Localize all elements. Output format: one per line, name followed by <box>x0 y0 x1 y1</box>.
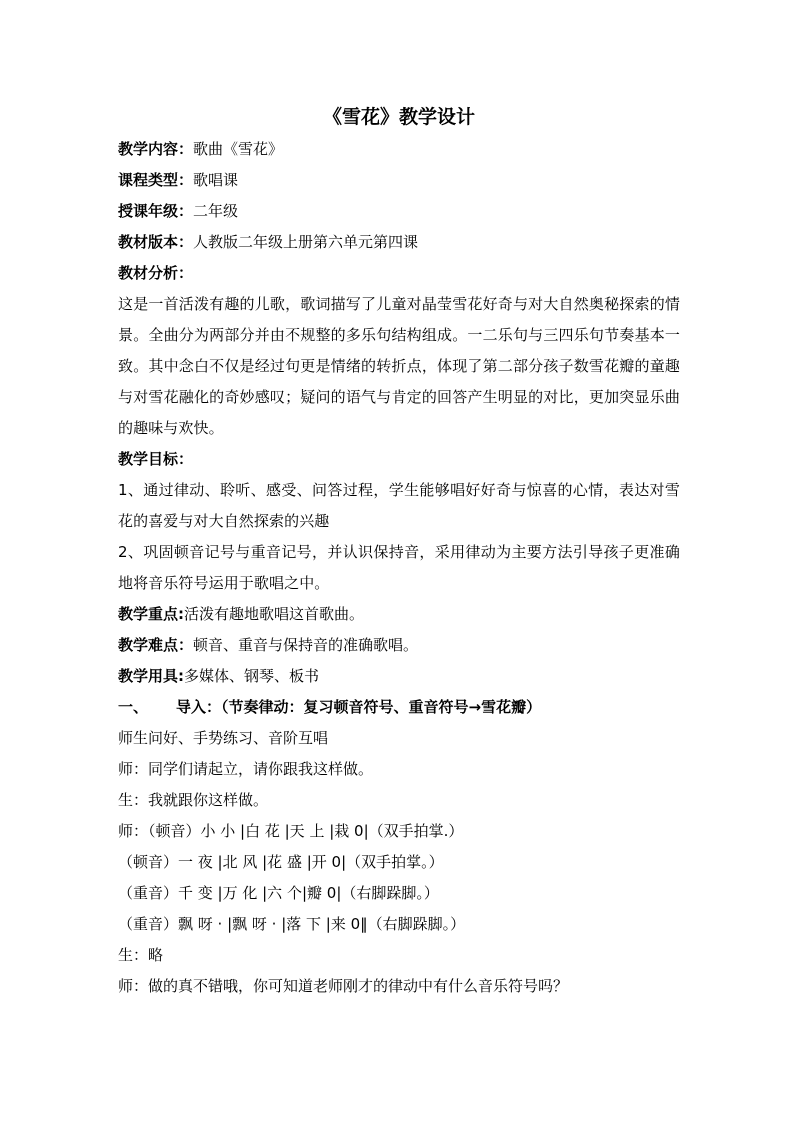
key-point <box>118 599 680 630</box>
key-point-label: 教学重点: <box>118 605 184 623</box>
lesson-line: 师生问好、手势练习、音阶互唱 <box>118 729 329 747</box>
difficulty-label: 教学难点： <box>118 636 194 654</box>
analysis-heading <box>118 258 680 289</box>
info-label: 教学内容： <box>118 140 194 158</box>
analysis-paragraph: 这是一首活泼有趣的儿歌，歌词描写了儿童对晶莹雪花好奇与对大自然奥秘探索的情景。全曲分为两部分并由不规整的多乐句结构组成。一二乐句与三四乐句节奏基本一致。其中念白不仅是经过句更是情绪的转折点，体现了第二部分孩子数雪花瓣的童趣与对雪花融化的奇妙感叹；疑问的语气与肯定的回答产生明显的对比，更加突显乐曲的趣味与欢快。 <box>118 295 680 437</box>
info-content <box>118 134 680 165</box>
info-label: 课程类型： <box>118 171 194 189</box>
goal-item: 2、巩固顿音记号与重音记号，并认识保持音，采用律动为主要方法引导孩子更准确地将音乐符号运用于歌唱之中。 <box>118 543 680 592</box>
goals-heading <box>118 444 680 475</box>
lesson-line: 生：略 <box>118 946 164 964</box>
key-point-value: 活泼有趣地歌唱这首歌曲。 <box>184 605 365 623</box>
info-value: 歌唱课 <box>193 171 239 189</box>
tools-label: 教学用具: <box>118 667 184 685</box>
info-edition <box>118 227 680 258</box>
section-number: 一、 <box>118 698 149 716</box>
info-value: 二年级 <box>193 202 239 220</box>
lesson-line: 师：同学们请起立，请你跟我这样做。 <box>118 760 374 778</box>
difficulty-value: 顿音、重音与保持音的准确歌唱。 <box>193 636 419 654</box>
analysis-label: 教材分析： <box>118 264 194 282</box>
info-value: 歌曲《雪花》 <box>193 140 284 158</box>
info-label: 授课年级： <box>118 202 194 220</box>
tools-value: 多媒体、钢琴、板书 <box>184 667 320 685</box>
lesson-line: 生：我就跟你这样做。 <box>118 791 269 809</box>
info-grade <box>118 196 680 227</box>
lesson-line: （重音）飘 呀 · |飘 呀 · |落 下 |来 0‖（右脚跺脚。） <box>118 915 466 933</box>
tools <box>118 661 680 692</box>
lesson-line: 师：（顿音）小 小 |白 花 |天 上 |栽 0|（双手拍掌.） <box>118 822 464 840</box>
section-heading <box>118 692 680 723</box>
difficulty <box>118 630 680 661</box>
lesson-line: （重音）千 变 |万 化 |六 个|瓣 0|（右脚跺脚。） <box>118 884 439 902</box>
info-label: 教材版本： <box>118 233 194 251</box>
info-type <box>118 165 680 196</box>
document-title: 《雪花》教学设计 <box>322 106 475 128</box>
goals-label: 教学目标： <box>118 450 194 468</box>
lesson-line: （顿音）一 夜 |北 风 |花 盛 |开 0|（双手拍掌。） <box>118 853 444 871</box>
goal-item: 1、通过律动、聆听、感受、问答过程，学生能够唱好好奇与惊喜的心情，表达对雪花的喜爱与对大自然探索的兴趣 <box>118 481 680 530</box>
section-title: 导入：（节奏律动：复习顿音符号、重音符号→雪花瓣） <box>176 698 542 716</box>
document-page <box>118 100 680 1002</box>
info-value: 人教版二年级上册第六单元第四课 <box>193 233 419 251</box>
lesson-line: 师：做的真不错哦，你可知道老师刚才的律动中有什么音乐符号吗？ <box>118 977 569 995</box>
